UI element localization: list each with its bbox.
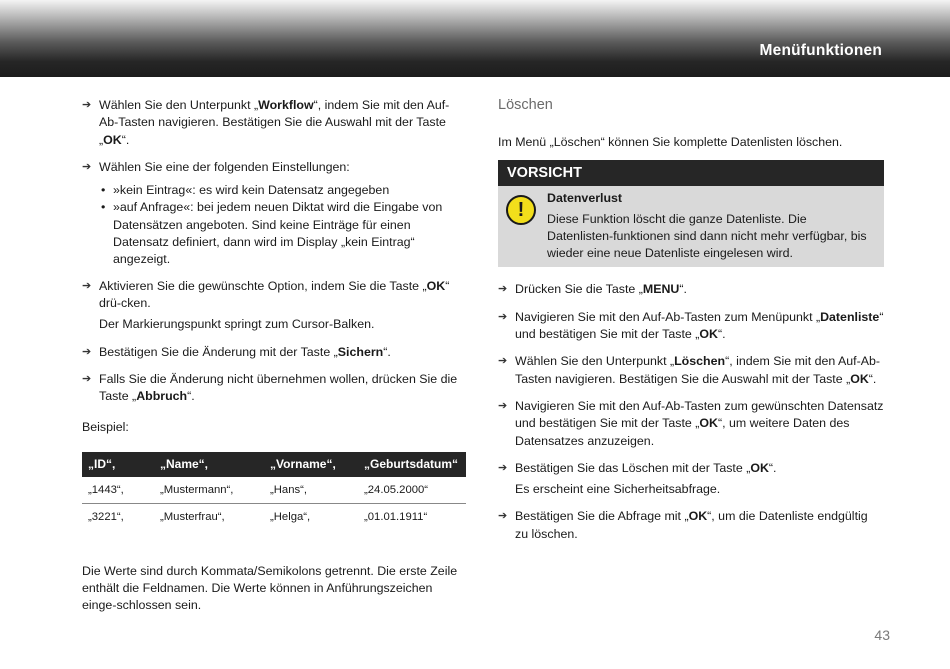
step-confirm-query: ➔ Bestätigen Sie die Abfrage mit „OK“, um die Datenliste endgültig zu löschen. <box>498 509 868 541</box>
example-table <box>82 452 466 531</box>
page-header <box>0 0 950 77</box>
section-title: Löschen <box>498 97 553 113</box>
arrow-right-icon: ➔ <box>82 160 92 173</box>
step-select-workflow: ➔ Wählen Sie den Unterpunkt „Workflow“, indem Sie mit den Auf-Ab-Tasten navigieren. Bestätigen Sie die Auswahl mit der Taste „OK“. <box>82 98 450 147</box>
arrow-right-icon: ➔ <box>82 345 92 358</box>
warning-icon: ! <box>506 195 536 225</box>
step-confirm-save: ➔ Bestätigen Sie die Änderung mit der Taste „Sichern“. <box>82 344 466 361</box>
arrow-right-icon: ➔ <box>498 399 508 412</box>
table-header-row <box>82 452 466 477</box>
warning-body <box>498 186 884 267</box>
step-select-loeschen: ➔ Wählen Sie den Unterpunkt „Löschen“, indem Sie mit den Auf-Ab-Tasten navigieren. Bestätigen Sie die Auswahl mit der Taste „OK“. <box>498 354 881 386</box>
step-navigate-datenliste: ➔ Navigieren Sie mit den Auf-Ab-Tasten zum Menüpunkt „Datenliste“ und bestätigen Sie mit der Taste „OK“. <box>498 309 884 342</box>
intro-paragraph: Im Menü „Löschen“ können Sie komplette Datenlisten löschen. <box>498 135 843 149</box>
arrow-right-icon: ➔ <box>82 99 92 111</box>
column-header: „Vorname“, <box>264 452 358 477</box>
table-cell: „Mustermann“, <box>154 477 264 504</box>
table-cell: „Hans“, <box>264 477 358 504</box>
bullet-icon: • <box>101 200 106 215</box>
list-item: • »kein Eintrag«: es wird kein Datensatz angegeben <box>99 182 466 199</box>
step-note: Der Markierungspunkt springt zum Cursor-Balken. <box>99 317 375 332</box>
list-item: • »auf Anfrage«: bei jedem neuen Diktat wird die Eingabe von Datensätzen angeboten. Sind keine Einträge für einen Datensatz definiert, dann wird im Display „kein Eintrag“ angezeigt. <box>101 200 443 267</box>
step-activate-option: ➔ Aktivieren Sie die gewünschte Option, indem Sie die Taste „OK“ drü-cken. <box>82 278 450 310</box>
table-cell: „3221“, <box>88 511 124 524</box>
arrow-right-icon: ➔ <box>82 372 92 385</box>
example-label: Beispiel: <box>82 420 129 435</box>
table-cell: „1443“, <box>82 477 154 504</box>
arrow-right-icon: ➔ <box>498 510 508 523</box>
table-cell: „01.01.1911“ <box>364 511 428 524</box>
arrow-right-icon: ➔ <box>498 283 508 296</box>
step-navigate-record: ➔ Navigieren Sie mit den Auf-Ab-Tasten zum gewünschten Datensatz und bestätigen Sie mit der Taste „OK“, um weitere Daten des Datensatzes anzuzeigen. <box>498 398 884 448</box>
closing-paragraph: Die Werte sind durch Kommata/Semikolons getrennt. Die erste Zeile enthält die Feldnamen. Die Werte können in Anführungszeichen einge-schlossen sein. <box>82 563 458 613</box>
bullet-icon: • <box>101 183 106 198</box>
column-header: „Name“, <box>154 452 264 477</box>
warning-title: Datenverlust <box>547 191 623 206</box>
settings-list <box>99 182 466 268</box>
table-cell: „Helga“, <box>270 511 311 524</box>
left-column <box>82 97 466 615</box>
column-header: „ID“, <box>82 452 154 477</box>
table-cell: „24.05.2000“ <box>358 477 466 504</box>
warning-box <box>498 160 884 267</box>
arrow-right-icon: ➔ <box>82 279 92 292</box>
arrow-right-icon: ➔ <box>498 461 508 474</box>
warning-label: VORSICHT <box>498 160 884 186</box>
arrow-right-icon: ➔ <box>498 355 508 368</box>
arrow-right-icon: ➔ <box>498 310 508 323</box>
table-row <box>82 477 466 504</box>
step-confirm-delete: ➔ Bestätigen Sie das Löschen mit der Taste „OK“. <box>498 460 884 477</box>
right-column <box>498 97 884 553</box>
column-header: „Geburtsdatum“ <box>358 452 466 477</box>
warning-text: Diese Funktion löscht die ganze Datenliste. Die Datenlisten-funktionen sind dann nicht mehr verfügbar, bis wieder eine neue Datenliste eingelesen wird. <box>547 211 867 261</box>
step-note: Es erscheint eine Sicherheitsabfrage. <box>515 482 721 497</box>
table-row <box>82 504 466 531</box>
table-cell: „Musterfrau“, <box>160 511 225 524</box>
page-number: 43 <box>874 627 890 643</box>
step-cancel: ➔ Falls Sie die Änderung nicht übernehmen wollen, drücken Sie die Taste „Abbruch“. <box>82 371 458 404</box>
header-title: Menüfunktionen <box>759 42 882 59</box>
step-press-menu: ➔ Drücken Sie die Taste „MENU“. <box>498 281 884 298</box>
step-choose-setting: ➔ Wählen Sie eine der folgenden Einstellungen: <box>82 159 466 176</box>
